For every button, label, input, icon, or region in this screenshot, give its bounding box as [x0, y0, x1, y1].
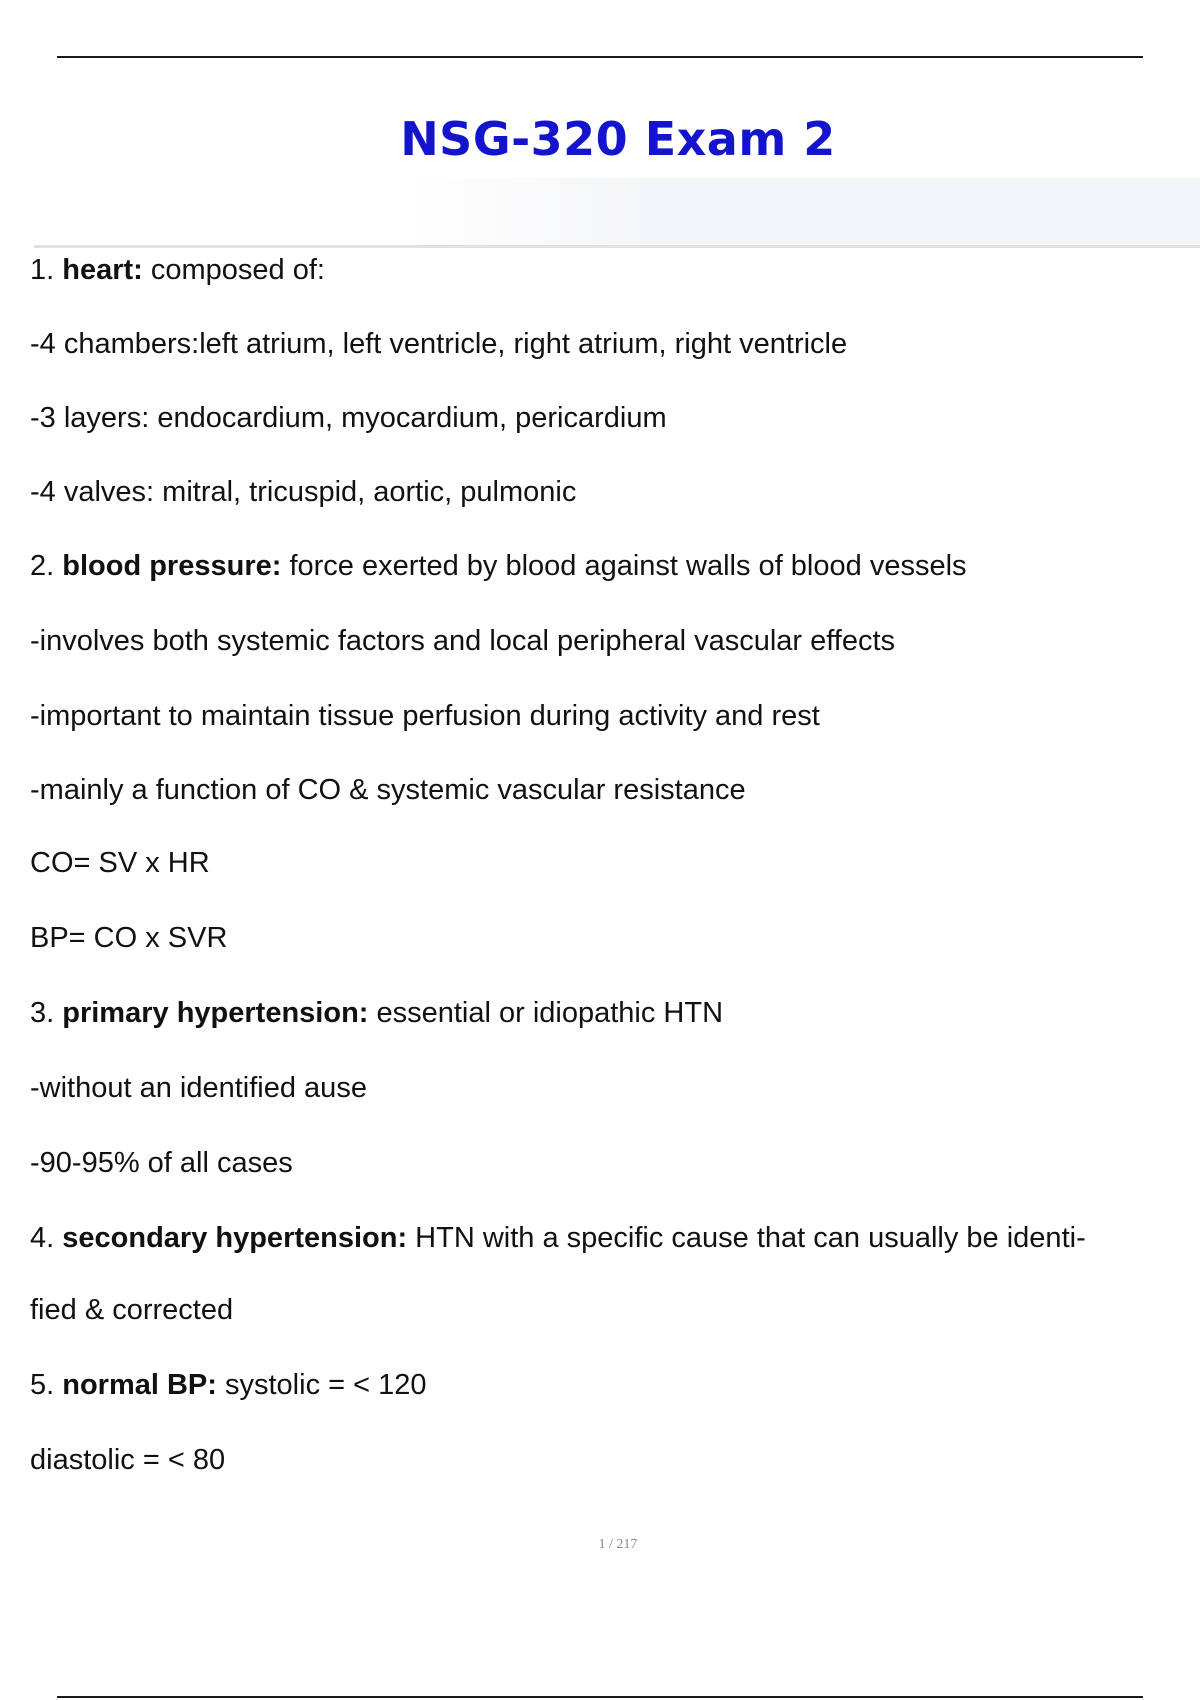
diastolic-line: [30, 1442, 1200, 1478]
entry-text: force exerted by blood against walls of blood vessels: [281, 550, 967, 582]
entry-text: CO= SV x HR: [30, 847, 210, 879]
entry-text: -without an identified ause: [30, 1072, 367, 1104]
primary-cause-line: [30, 1070, 1200, 1106]
bp-formula-line: [30, 920, 1200, 956]
primary-cases-line: [30, 1145, 1200, 1181]
entry-term: primary hypertension:: [62, 997, 369, 1029]
normal-bp-entry: [30, 1367, 1200, 1403]
blood-pressure-entry: [30, 548, 1200, 584]
heart-chambers-line: [30, 326, 1200, 362]
primary-hypertension-entry: [30, 995, 1200, 1031]
entry-term: heart:: [62, 254, 143, 286]
entry-text: -90-95% of all cases: [30, 1147, 293, 1179]
entry-text: BP= CO x SVR: [30, 922, 228, 954]
document-title: NSG-320 Exam 2: [400, 112, 836, 166]
heart-entry: [30, 252, 1200, 288]
heart-layers-line: [30, 400, 1200, 436]
co-formula-line: [30, 845, 1200, 881]
secondary-continuation-line: [30, 1292, 1200, 1328]
bottom-rule: [57, 1696, 1143, 1698]
bp-function-line: [30, 772, 1200, 808]
page-number: 1 / 217: [598, 1537, 638, 1552]
title-separator: [34, 245, 1200, 248]
entry-text: essential or idiopathic HTN: [368, 997, 724, 1029]
entry-text: HTN with a specific cause that can usually be identi-: [407, 1222, 1086, 1254]
heart-valves-line: [30, 474, 1200, 510]
entry-text: systolic = < 120: [216, 1369, 427, 1401]
entry-text: -4 chambers:left atrium, left ventricle, right atrium, right ventricle: [30, 328, 848, 360]
secondary-hypertension-entry: [30, 1220, 1200, 1256]
entry-text: composed of:: [142, 254, 325, 286]
entry-term: secondary hypertension:: [62, 1222, 408, 1254]
entry-term: normal BP:: [62, 1369, 217, 1401]
entry-number: 4.: [30, 1222, 63, 1254]
entry-number: 2.: [30, 550, 63, 582]
entry-text: -3 layers: endocardium, myocardium, pericardium: [30, 402, 667, 434]
entry-number: 1.: [30, 254, 63, 286]
entry-term: blood pressure:: [62, 550, 282, 582]
entry-number: 3.: [30, 997, 63, 1029]
entry-text: -involves both systemic factors and local peripheral vascular effects: [30, 625, 896, 657]
entry-text: -important to maintain tissue perfusion during activity and rest: [30, 700, 820, 732]
entry-text: fied & corrected: [30, 1294, 234, 1326]
entry-text: diastolic = < 80: [30, 1444, 226, 1476]
top-rule: [57, 56, 1143, 58]
entry-text: -4 valves: mitral, tricuspid, aortic, pulmonic: [30, 476, 577, 508]
bp-perfusion-line: [30, 698, 1200, 734]
entry-text: -mainly a function of CO & systemic vascular resistance: [30, 774, 746, 806]
bp-factors-line: [30, 623, 1200, 659]
title-band: [410, 178, 1200, 244]
entry-number: 5.: [30, 1369, 63, 1401]
